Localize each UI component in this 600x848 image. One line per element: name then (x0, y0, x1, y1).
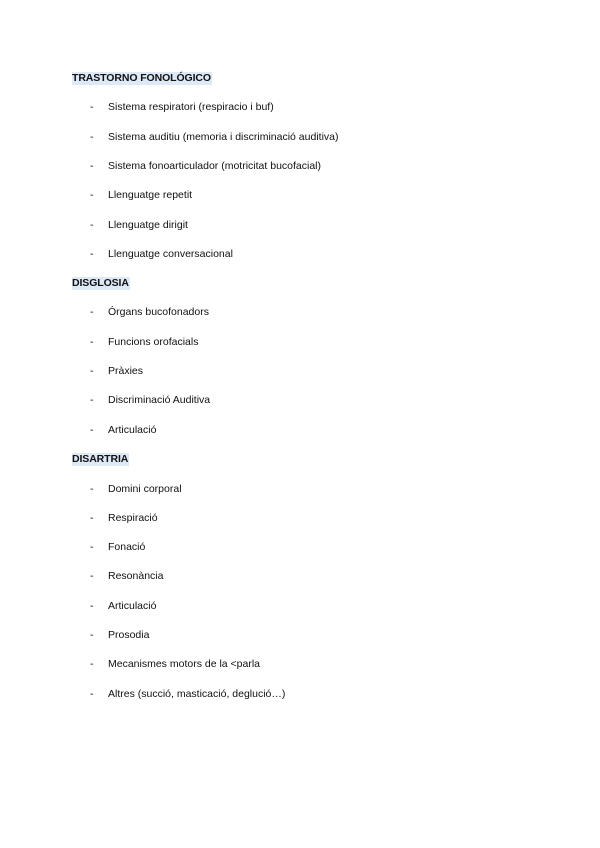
bullet-dash: - (90, 131, 94, 143)
section-heading-trastorno-fonologico (72, 72, 212, 85)
bullet-dash: - (90, 394, 94, 406)
section-heading-disglosia (72, 277, 130, 290)
list-item-text: Llenguatge conversacional (108, 248, 233, 260)
list-item (90, 541, 145, 554)
bullet-dash: - (90, 248, 94, 260)
bullet-dash: - (90, 101, 94, 113)
section-heading-disartria (72, 453, 129, 466)
list-item-text: Domini corporal (108, 483, 182, 495)
list-item-text: Sistema fonoarticulador (motricitat bucofacial) (108, 160, 322, 172)
list-item-text: Articulació (108, 600, 157, 612)
list-item (90, 101, 274, 114)
bullet-dash: - (90, 483, 94, 495)
list-item-text: Órgans bucofonadors (108, 306, 209, 318)
list-item-text: Prosodia (108, 629, 150, 641)
list-item-text: Resonància (108, 570, 164, 582)
list-item (90, 570, 163, 583)
list-item-text: Sistema respiratori (respiracio i buf) (108, 101, 274, 113)
list-item (90, 131, 339, 144)
bullet-dash: - (90, 600, 94, 612)
list-item-text: Altres (succió, masticació, deglució…) (108, 688, 286, 700)
list-item (90, 189, 192, 202)
list-item (90, 600, 156, 613)
list-item-text: Fonació (108, 541, 146, 553)
list-item (90, 483, 182, 496)
bullet-dash: - (90, 306, 94, 318)
bullet-dash: - (90, 336, 94, 348)
bullet-dash: - (90, 189, 94, 201)
bullet-dash: - (90, 365, 94, 377)
bullet-dash: - (90, 658, 94, 670)
list-item-text: Sistema auditiu (memoria i discriminació auditiva) (108, 131, 339, 143)
list-item (90, 394, 210, 407)
list-item (90, 629, 149, 642)
list-item (90, 365, 143, 378)
bullet-dash: - (90, 688, 94, 700)
section-heading-text: TRASTORNO FONOLÓGICO (72, 72, 211, 84)
list-item-text: Funcions orofacials (108, 336, 199, 348)
bullet-dash: - (90, 512, 94, 524)
list-item (90, 160, 321, 173)
list-item-text: Mecanismes motors de la <parla (108, 658, 261, 670)
list-item-text: Pràxies (108, 365, 144, 377)
list-item (90, 688, 285, 701)
list-item-text: Articulació (108, 424, 157, 436)
bullet-dash: - (90, 160, 94, 172)
list-item (90, 424, 156, 437)
list-item (90, 658, 260, 671)
list-item (90, 219, 188, 232)
bullet-dash: - (90, 541, 94, 553)
section-heading-text: DISARTRIA (72, 453, 129, 465)
bullet-dash: - (90, 219, 94, 231)
list-item (90, 248, 233, 261)
bullet-dash: - (90, 424, 94, 436)
list-item-text: Respiració (108, 512, 158, 524)
section-heading-text: DISGLOSIA (72, 277, 129, 289)
list-item (90, 512, 158, 525)
list-item-text: Llenguatge repetit (108, 189, 193, 201)
list-item-text: Discriminació Auditiva (108, 394, 211, 406)
bullet-dash: - (90, 629, 94, 641)
list-item (90, 336, 198, 349)
list-item (90, 306, 209, 319)
list-item-text: Llenguatge dirigit (108, 219, 188, 231)
bullet-dash: - (90, 570, 94, 582)
